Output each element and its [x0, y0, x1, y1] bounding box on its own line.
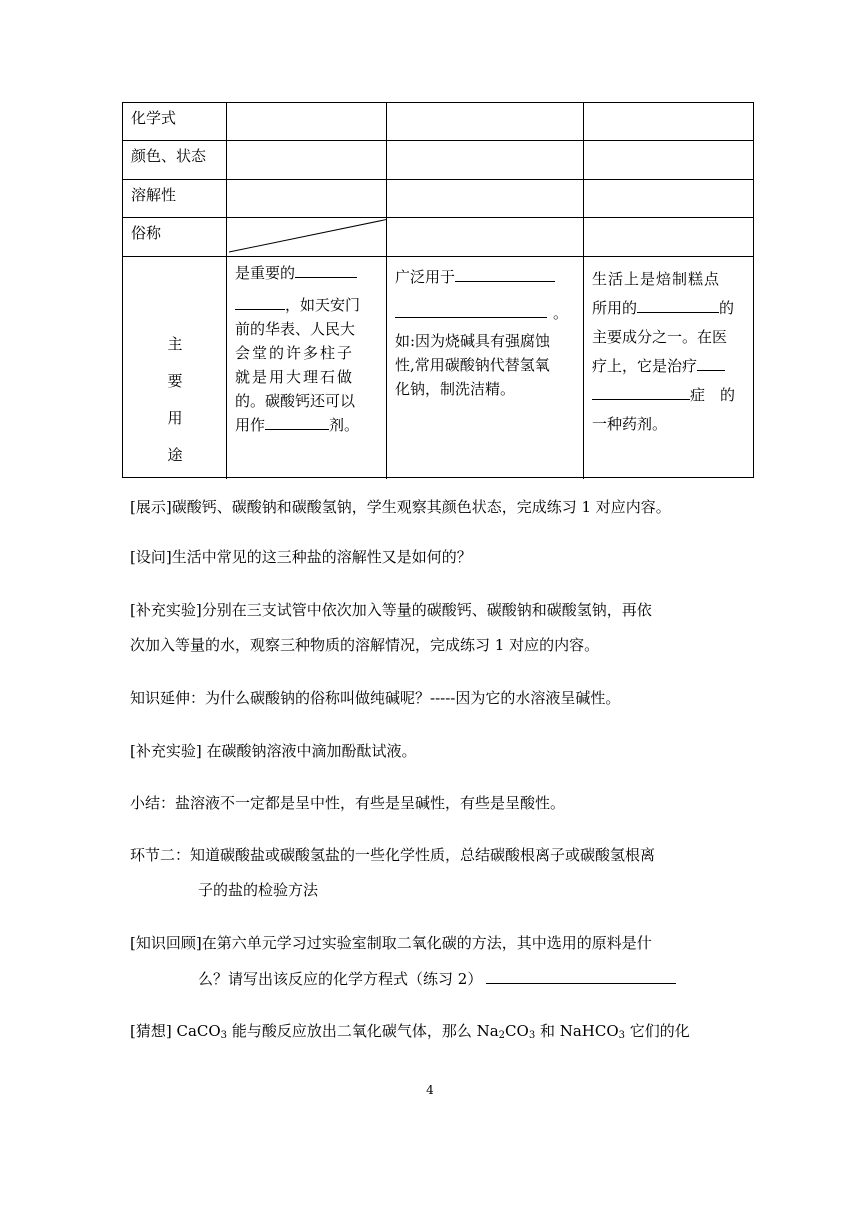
paragraph-review-line2: 么？请写出该反应的化学方程式（练习 2）	[198, 968, 676, 989]
fill-blank	[592, 385, 690, 400]
uses-calcium-carbonate: 是重要的 ，如天安门 前的华表、人民大 会堂的许多柱子 就是用大理石做 的。碳酸钙还可以 用作 剂。	[227, 257, 387, 479]
uses-sodium-bicarbonate: 生活上是焙制糕点 所用的 的 主要成分之一。在医 疗上，它是治疗 症 的 一种药剂。	[592, 270, 736, 433]
uses-label-char: 主	[167, 335, 183, 353]
fill-blank	[637, 298, 719, 313]
fill-blank	[265, 415, 329, 430]
table-row	[123, 141, 753, 180]
table-row-uses	[123, 257, 753, 479]
paragraph-experiment-line2: 次加入等量的水，观察三种物质的溶解情况，完成练习 1 对应的内容。	[130, 636, 600, 654]
fill-blank	[235, 295, 285, 310]
table-row	[123, 218, 753, 257]
paragraph-display: [展示]碳酸钙、碳酸钠和碳酸氢钠，学生观察其颜色状态，完成练习 1 对应内容。	[130, 498, 671, 516]
fill-blank	[486, 969, 676, 984]
fill-blank	[455, 267, 555, 282]
paragraph-summary: 小结：盐溶液不一定都是呈中性，有些是呈碱性，有些是呈酸性。	[130, 794, 566, 812]
row-label-formula: 化学式	[131, 109, 177, 127]
paragraph-section-two-line2: 子的盐的检验方法	[198, 881, 319, 899]
uses-label-char: 要	[167, 372, 183, 390]
table-row	[123, 180, 753, 218]
uses-label-char: 用	[167, 409, 183, 427]
uses-sodium-carbonate: 广泛用于 。 如:因为烧碱具有强腐蚀 性,常用碳酸钠代替氢氧 化钠，制洗洁精。	[387, 257, 584, 479]
diagonal-cell	[227, 218, 387, 256]
row-label-color-state: 颜色、状态	[131, 147, 207, 165]
paragraph-review-line1: [知识回顾]在第六单元学习过实验室制取二氧化碳的方法，其中选用的原料是什	[130, 934, 652, 952]
diagonal-line	[227, 218, 387, 256]
fill-blank	[395, 303, 547, 318]
fill-blank	[697, 356, 725, 371]
paragraph-question: [设问]生活中常见的这三种盐的溶解性又是如何的？	[130, 548, 472, 566]
paragraph-experiment-line1: [补充实验]分别在三支试管中依次加入等量的碳酸钙、碳酸钠和碳酸氢钠，再依	[130, 601, 652, 619]
row-label-solubility: 溶解性	[131, 186, 177, 204]
paragraph-section-two-line1: 环节二：知道碳酸盐或碳酸氢盐的一些化学性质，总结碳酸根离子或碳酸氢根离	[130, 846, 656, 864]
paragraph-experiment-2: [补充实验] 在碳酸钠溶液中滴加酚酞试液。	[130, 742, 417, 760]
properties-table	[122, 102, 754, 478]
row-label-common-name: 俗称	[131, 224, 162, 242]
page-number: 4	[426, 1083, 434, 1097]
uses-label-char: 途	[167, 446, 183, 464]
paragraph-extension: 知识延伸：为什么碳酸钠的俗称叫做纯碱呢？-----因为它的水溶液呈碱性。	[130, 689, 621, 707]
fill-blank	[295, 263, 357, 278]
table-row	[123, 103, 753, 141]
paragraph-hypothesis: [猜想] CaCO$_3$ 能与酸反应放出二氧化碳气体，那么 $Na_2CO_3$ 和 NaHCO$_3$ 它们的化	[130, 1022, 690, 1041]
uses-label-cell	[123, 257, 227, 479]
